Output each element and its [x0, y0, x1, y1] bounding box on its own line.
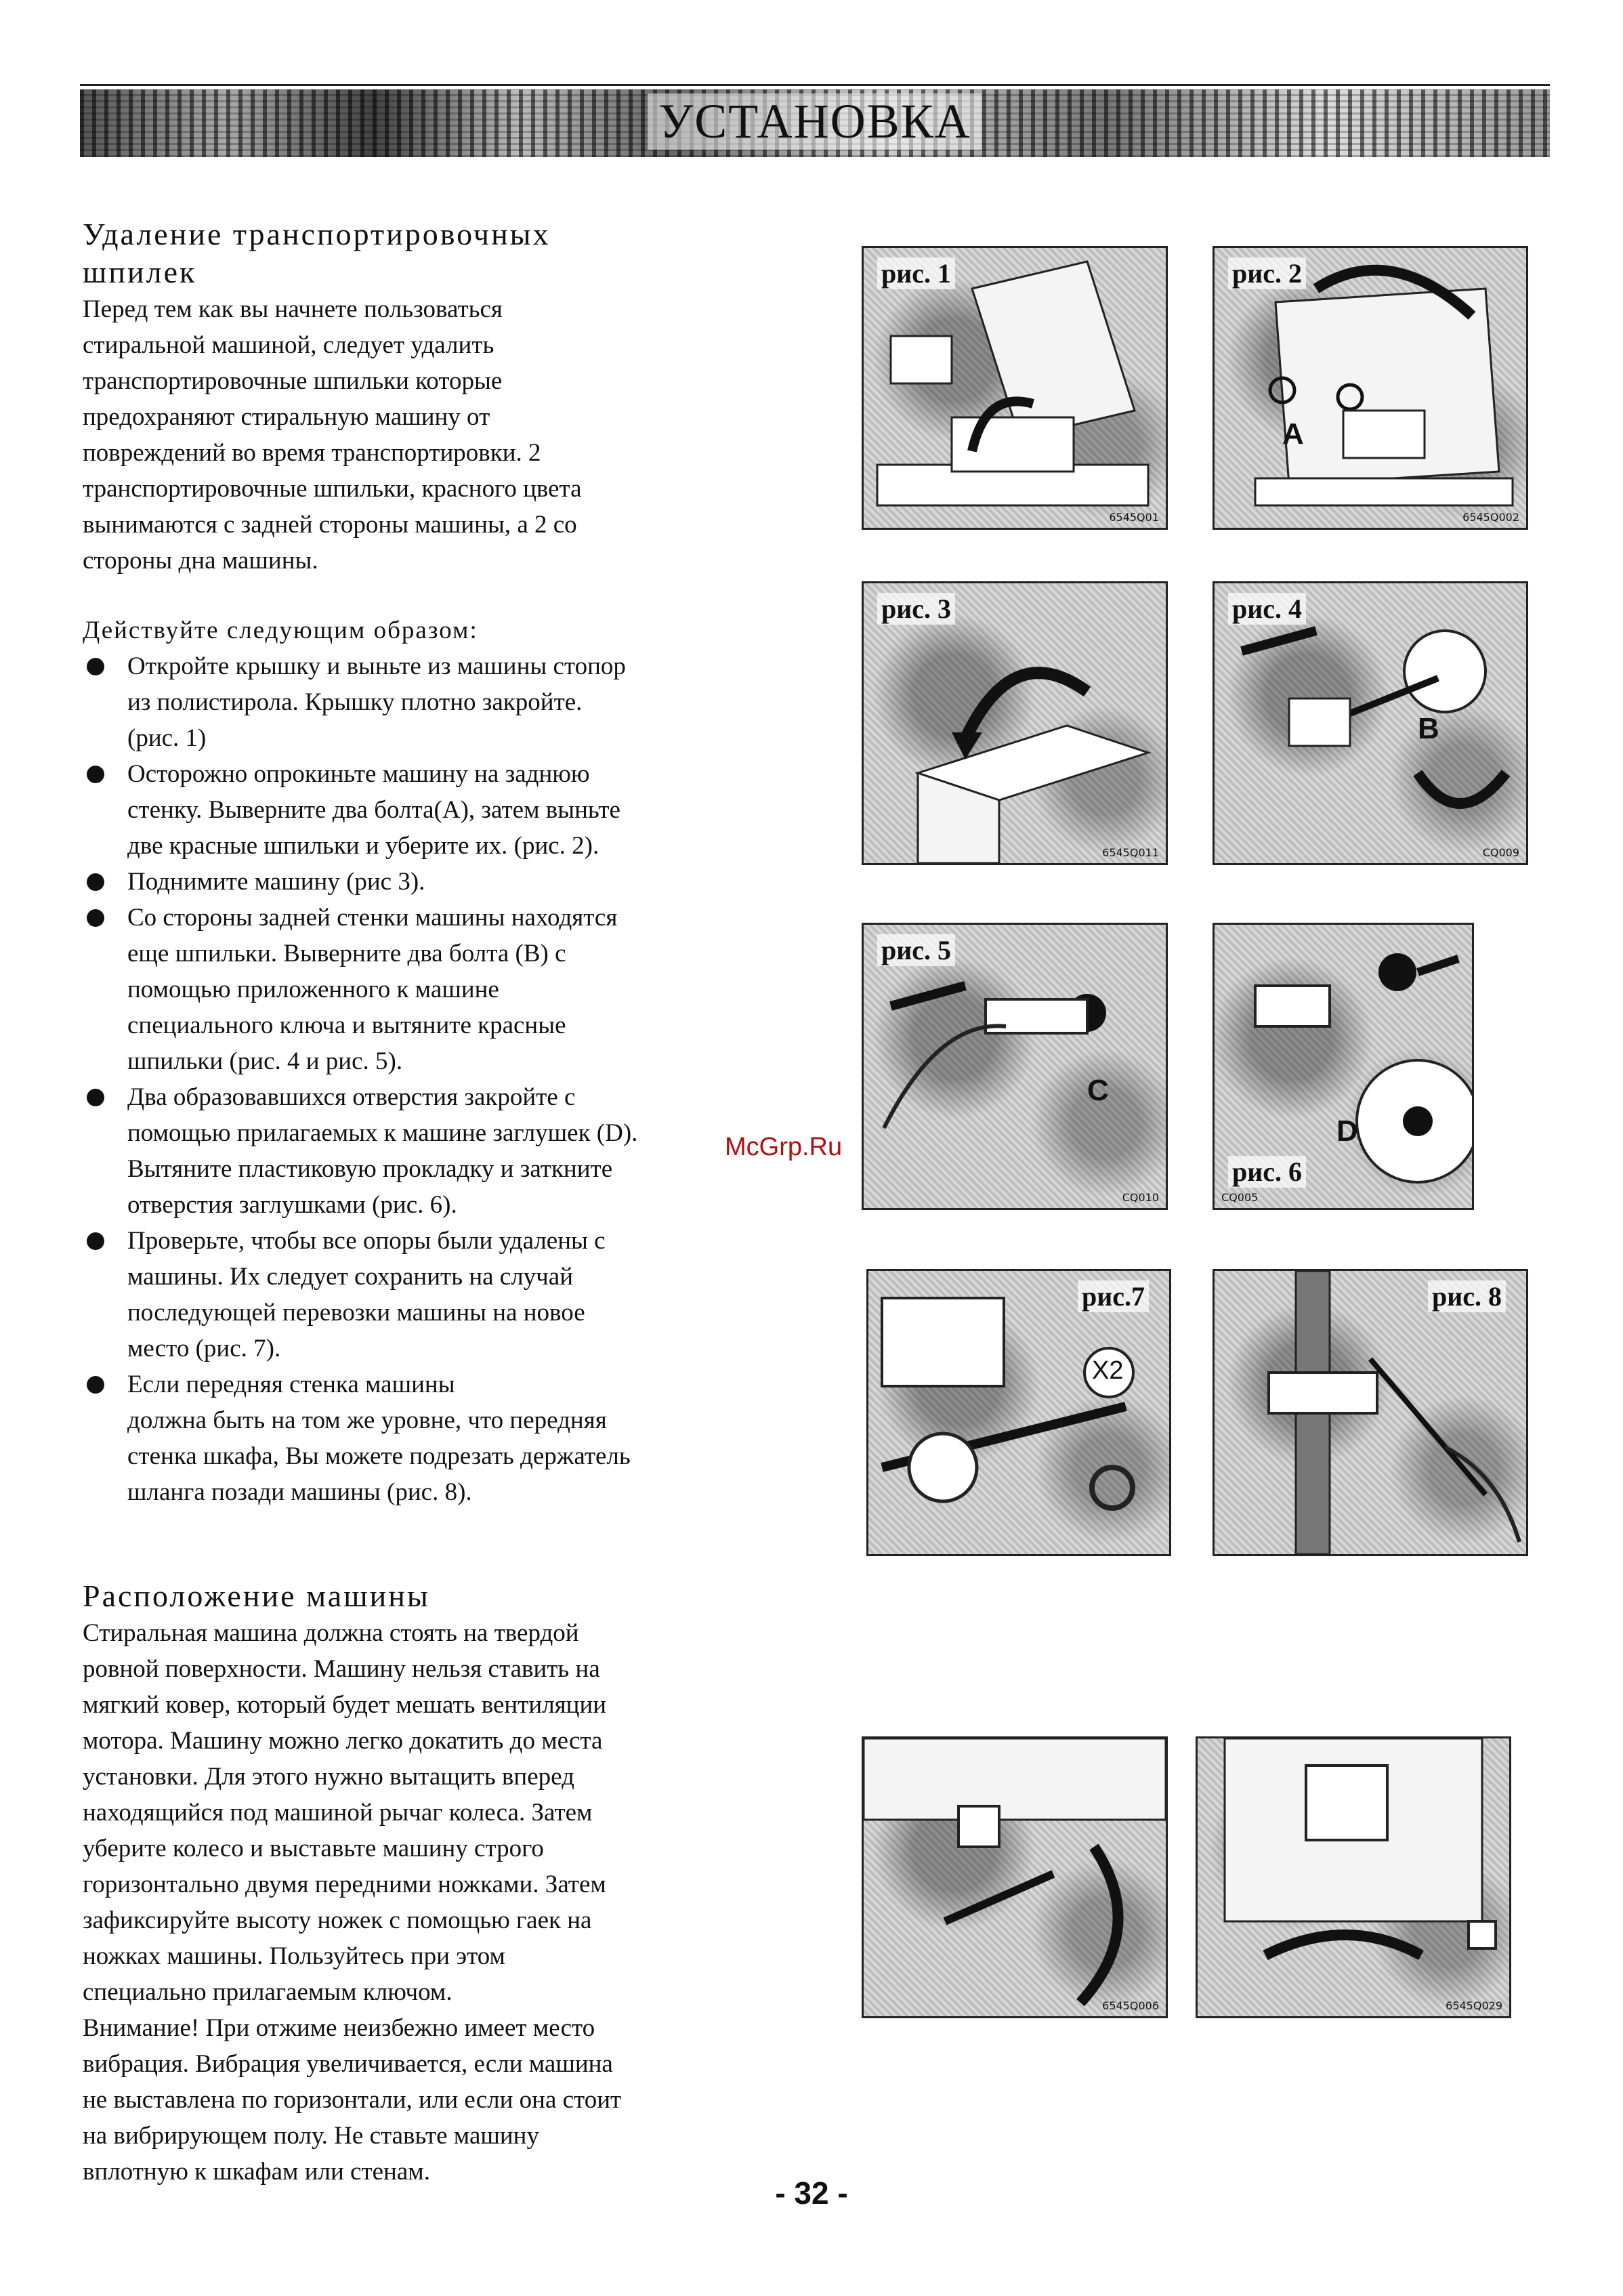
figure-caption: рис.7: [1078, 1280, 1149, 1312]
steps-title: Действуйте следующим образом:: [83, 617, 478, 644]
figure-9: [862, 1736, 1168, 2018]
text-line: Проверьте, чтобы все опоры были удалены с: [127, 1227, 606, 1255]
watermark: McGrp.Ru: [725, 1133, 843, 1161]
text-line: ровной поверхности. Машину нельзя ставить на: [83, 1655, 600, 1683]
text-line: Вытяните пластиковую прокладку и заткните: [127, 1155, 613, 1183]
text-line: предохраняют стиральную машину от: [83, 403, 490, 431]
figure-caption: рис. 4: [1228, 593, 1306, 625]
text-line: отверстия заглушками (рис. 6).: [127, 1191, 457, 1219]
figure-6: [1213, 923, 1474, 1210]
text-line: транспортировочные шпильки, красного цвета: [83, 475, 582, 503]
section-placement: [83, 1577, 794, 2190]
text-line: Внимание! При отжиме неизбежно имеет место: [83, 2014, 595, 2042]
figure-5: [862, 923, 1168, 1210]
washer-lid-illustration: [864, 248, 1166, 528]
text-line: шланга позади машины (рис. 8).: [127, 1478, 472, 1506]
figure-code: 6545Q011: [1102, 846, 1159, 859]
text-line: специального ключа и вытяните красные: [127, 1011, 566, 1039]
section-title-line: шпилек: [83, 255, 197, 289]
text-line: зафиксируйте высоту ножек с помощью гаек на: [83, 1906, 592, 1934]
list-item: [83, 900, 794, 1079]
text-line: место (рис. 7).: [127, 1335, 281, 1362]
figure-3: [862, 581, 1168, 865]
text-line: из полистирола. Крышку плотно закройте.: [127, 688, 583, 716]
steps-list: [83, 648, 794, 1510]
figure-1: [862, 246, 1168, 530]
text-line: помощью приложенного к машине: [127, 976, 499, 1003]
text-line: две красные шпильки и уберите их. (рис. 2).: [127, 832, 599, 860]
text-line: стенка шкафа, Вы можете подрезать держатель: [127, 1442, 631, 1470]
text-line: Осторожно опрокиньте машину на заднюю: [127, 760, 590, 788]
figure-2: [1213, 246, 1528, 530]
bullet-icon: [87, 909, 104, 927]
label-d: D: [1336, 1114, 1358, 1148]
figure-4: [1213, 581, 1528, 865]
figure-code: 6545Q002: [1462, 511, 1519, 524]
text-line: последующей перевозки машины на новое: [127, 1299, 585, 1327]
text-line: на вибрирующем полу. Не ставьте машину: [83, 2122, 539, 2150]
figure-10: [1196, 1736, 1511, 2018]
text-line: вынимаются с задней стороны машины, а 2 со: [83, 511, 577, 539]
page-title: УСТАНОВКА: [648, 93, 982, 150]
section-title: Расположение машины: [83, 1579, 430, 1613]
list-item: [83, 756, 794, 864]
text-line: находящийся под машиной рычаг колеса. Затем: [83, 1799, 593, 1827]
list-item: [83, 1223, 794, 1366]
text-line: машины. Их следует сохранить на случай: [127, 1263, 574, 1291]
figure-7: [866, 1269, 1171, 1556]
figure-caption: рис. 5: [877, 934, 955, 966]
text-line: Перед тем как вы начнете пользоваться: [83, 295, 503, 323]
figure-code: CQ005: [1221, 1191, 1259, 1204]
section-title-line: Удаление транспортировочных: [83, 217, 551, 251]
figure-caption: рис. 1: [877, 257, 955, 289]
figure-caption: рис. 3: [877, 593, 955, 625]
figure-code: CQ009: [1482, 846, 1519, 859]
list-item: [83, 1366, 794, 1510]
text-line: уберите колесо и выставьте машину строго: [83, 1835, 544, 1862]
washer-tilt-illustration: [864, 583, 1166, 863]
text-line: шпильки (рис. 4 и рис. 5).: [127, 1047, 403, 1075]
section-title: [83, 215, 794, 291]
text-line: горизонтально двумя передними ножками. Затем: [83, 1871, 606, 1898]
bolt-removal-illustration: [1215, 583, 1526, 863]
text-line: специально прилагаемым ключом.: [83, 1978, 452, 2006]
list-item: [83, 864, 794, 900]
section-banner: [80, 89, 1550, 157]
feet-leveling-illustration: [1198, 1738, 1509, 2016]
pin-pull-illustration: [864, 925, 1166, 1208]
text-line: мягкий ковер, который будет мешать вентиляции: [83, 1691, 607, 1719]
text-line: должна быть на том же уровне, что передняя: [127, 1406, 607, 1434]
figure-caption: рис. 2: [1228, 257, 1306, 289]
header-rule: [80, 84, 1550, 86]
text-line: Поднимите машину (рис 3).: [127, 868, 425, 896]
wheel-lever-illustration: [864, 1738, 1166, 2016]
placement-paragraph: [83, 1615, 794, 2190]
text-line: помощью прилагаемых к машине заглушек (D).: [127, 1119, 638, 1147]
figure-8: [1213, 1269, 1528, 1556]
text-line: вибрация. Вибрация увеличивается, если машина: [83, 2050, 613, 2078]
list-item: [83, 1079, 794, 1223]
text-line: не выставлена по горизонтали, или если она стоит: [83, 2086, 622, 2114]
text-line: мотора. Машину можно легко докатить до места: [83, 1727, 603, 1755]
bullet-icon: [87, 1089, 104, 1106]
figure-code: 6545Q01: [1109, 511, 1159, 524]
label-a: A: [1282, 417, 1304, 451]
label-b: B: [1418, 712, 1439, 745]
text-line: стиральной машиной, следует удалить: [83, 331, 494, 359]
section-transport-bolts: [83, 215, 794, 1510]
list-item: [83, 648, 794, 756]
text-line: Откройте крышку и выньте из машины стопор: [127, 652, 626, 680]
figure-code: CQ010: [1122, 1191, 1159, 1204]
figure-code: 6545Q006: [1102, 1999, 1159, 2012]
text-line: Если передняя стенка машины: [127, 1371, 455, 1398]
text-line: Со стороны задней стенки машины находятся: [127, 904, 618, 932]
transport-parts-illustration: [868, 1271, 1169, 1554]
hose-holder-cut-illustration: [1215, 1271, 1526, 1554]
text-line: транспортировочные шпильки которые: [83, 367, 503, 395]
text-line: еще шпильки. Выверните два болта (В) с: [127, 940, 566, 967]
text-line: повреждений во время транспортировки. 2: [83, 439, 541, 467]
text-line: Стиральная машина должна стоять на твердой: [83, 1619, 579, 1647]
text-line: установки. Для этого нужно вытащить вперед: [83, 1763, 574, 1791]
text-line: Два образовавшихся отверстия закройте с: [127, 1083, 576, 1111]
text-line: стороны дна машины.: [83, 547, 318, 575]
page-number: - 32 -: [775, 2175, 848, 2211]
label-c: C: [1087, 1074, 1109, 1107]
bullet-icon: [87, 1232, 104, 1250]
figure-code: 6545Q029: [1446, 1999, 1502, 2012]
washer-back-illustration: [1215, 248, 1526, 528]
bullet-icon: [87, 658, 104, 675]
text-line: (рис. 1): [127, 724, 207, 752]
figure-caption: рис. 8: [1428, 1280, 1506, 1312]
intro-paragraph: [83, 291, 794, 579]
text-line: вплотную к шкафам или стенам.: [83, 2158, 430, 2186]
text-line: стенку. Выверните два болта(А), затем выньте: [127, 796, 620, 824]
bullet-icon: [87, 1376, 104, 1394]
bullet-icon: [87, 873, 104, 891]
label-x2: X2: [1092, 1356, 1124, 1385]
text-line: ножках машины. Пользуйтесь при этом: [83, 1942, 505, 1970]
figure-caption: рис. 6: [1228, 1156, 1306, 1188]
bullet-icon: [87, 766, 104, 783]
